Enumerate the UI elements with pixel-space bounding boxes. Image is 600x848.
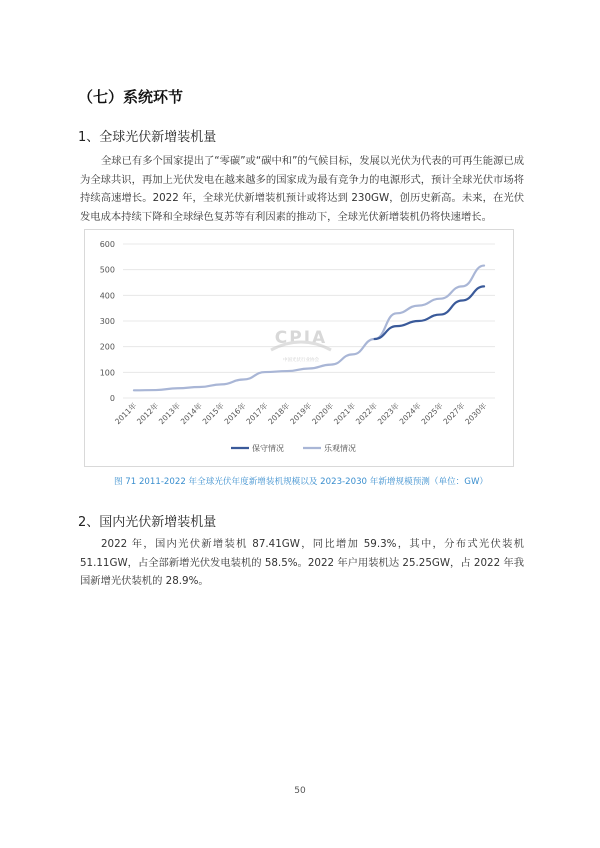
x-tick-label: 2022年 <box>353 401 380 427</box>
watermark-org: 中国光伏行业协会 <box>283 358 319 363</box>
x-tick-label: 2024年 <box>397 401 423 427</box>
legend-label: 保守情况 <box>252 444 284 453</box>
y-tick-label: 600 <box>99 240 115 249</box>
x-tick-label: 2017年 <box>244 401 270 427</box>
x-tick-label: 2018年 <box>266 401 292 427</box>
domestic-paragraph <box>80 535 524 591</box>
global-paragraph <box>80 152 524 226</box>
y-tick-label: 400 <box>99 291 115 301</box>
x-tick-label: 2013年 <box>156 401 183 427</box>
x-tick-label: 2020年 <box>310 401 336 427</box>
chart-container <box>84 229 514 467</box>
x-tick-label: 2016年 <box>222 401 248 427</box>
series-line-0 <box>375 286 484 339</box>
x-tick-label: 2025年 <box>419 401 445 427</box>
section-heading: （七）系统环节 <box>78 88 184 106</box>
x-tick-label: 2014年 <box>178 401 205 427</box>
legend-label: 乐观情况 <box>324 444 356 453</box>
y-tick-label: 100 <box>99 368 115 378</box>
page-number: 50 <box>294 786 306 796</box>
x-tick-label: 2015年 <box>200 401 226 427</box>
x-tick-label: 2012年 <box>135 401 161 427</box>
y-tick-label: 500 <box>99 265 115 275</box>
x-tick-label: 2019年 <box>288 401 314 427</box>
x-tick-label: 2021年 <box>332 401 358 427</box>
y-tick-label: 200 <box>99 342 115 352</box>
global-paragraph-text: 全球已有多个国家提出了“零碳”或“碳中和”的气候目标，发展以光伏为代表的可再生能源已成为全球共识，再加上光伏发电在越来越多的国家成为最有竞争力的电源形式，预计全球光伏市场将持续高速增长。2022 年，全球光伏新增装机预计或将达到 230GW，创历史新高。未来，在光伏发电成本持续下降和全球绿色复苏等有利因素的推动下，全球光伏新增装机仍将快速增长。 <box>80 155 524 223</box>
watermark-logo: CPIA <box>274 328 328 348</box>
figure-caption: 图 71 2011-2022 年全球光伏年度新增装机规模以及 2023-2030 年新增规模预测（单位：GW） <box>113 477 489 487</box>
subsection-heading-global: 1、全球光伏新增装机量 <box>78 130 217 145</box>
x-tick-label: 2027年 <box>441 401 467 427</box>
subsection-heading-domestic: 2、国内光伏新增装机量 <box>78 515 217 530</box>
chart-legend <box>231 443 356 453</box>
line-chart <box>85 230 513 466</box>
x-tick-label: 2023年 <box>375 401 401 427</box>
chart-gridlines <box>123 244 495 398</box>
x-axis-ticks <box>112 400 488 426</box>
y-tick-label: 300 <box>99 317 115 326</box>
cpia-watermark <box>271 328 331 363</box>
y-axis-ticks <box>100 240 115 403</box>
domestic-paragraph-text: 2022 年，国内光伏新增装机 87.41GW，同比增加 59.3%，其中，分布式光伏装机 51.11GW，占全部新增光伏发电装机的 58.5%。2022 年户用装机达 25.25GW，占 2022 年我国新增光伏装机的 28.9%。 <box>80 538 524 587</box>
x-tick-label: 2011年 <box>113 401 139 427</box>
y-tick-label: 0 <box>109 394 115 403</box>
x-tick-label: 2030年 <box>463 401 489 427</box>
